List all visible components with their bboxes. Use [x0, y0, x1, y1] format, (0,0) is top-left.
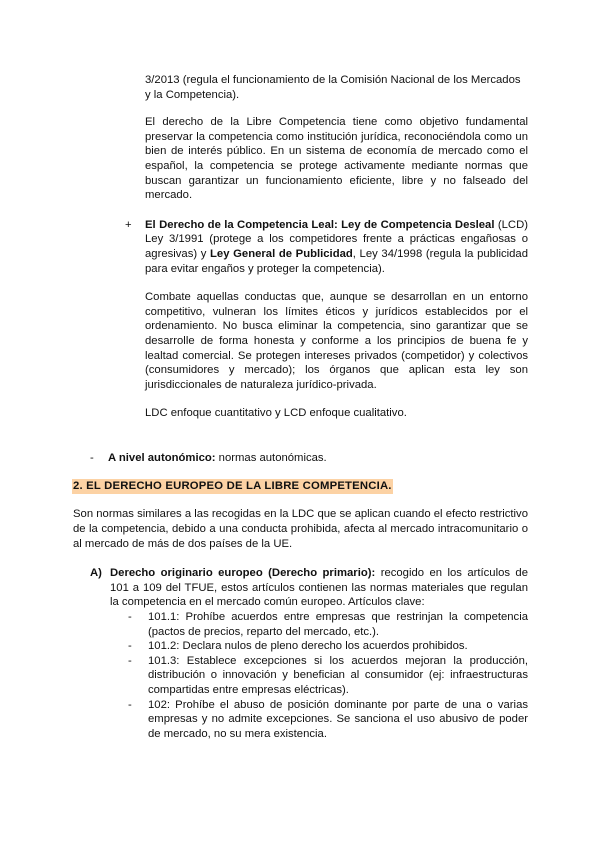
bold-text: A nivel autonómico: [108, 451, 216, 464]
paragraph-combate: Combate aquellas conductas que, aunque se desarrollan en un entorno competitivo, vulneran los límites éticos y jurídicos establecidos por el ordenamiento. No busca eliminar la competencia, sino garantizar que se desarrolle de forma honesta y conforme a los principios de buena fe y lealtad comercial. Se protegen intereses privados (competidor) y colectivos (consumidores y mercado); los órganos que aplican esta ley son jurisdiccionales de naturaleza jurídico-privada. [145, 291, 528, 391]
bullet-marker: + [125, 218, 132, 231]
paragraph-libre-competencia: El derecho de la Libre Competencia tiene como objetivo fundamental preservar la competencia como institución jurídica, reconociéndola como un bien de interés público. En un sistema de economía de mercado como el español, la competencia se protege activamente mediante normas que buscan garantizar un funcionamiento eficiente, libre y no falseado del mercado. [145, 116, 528, 202]
list-item-text: 101.1: Prohíbe acuerdos entre empresas que restrinjan la competencia (pactos de precios, reparto del mercado, etc.). [148, 611, 528, 638]
list-item [128, 639, 528, 654]
list-item-text: 101.3: Establece excepciones si los acuerdos mejoran la producción, distribución o innovación y benefician al consumidor (ej: infraestructuras compartidas entre empresas eléctricas). [148, 654, 528, 696]
bold-text: El Derecho de la Competencia Leal: Ley de Competencia Desleal [145, 218, 495, 231]
bold-text: Derecho originario europeo (Derecho primario): [110, 567, 376, 580]
bullet-lcd [125, 218, 529, 276]
dash-marker: - [128, 654, 132, 667]
bold-text: Ley General de Publicidad [210, 247, 353, 260]
list-item [128, 610, 528, 639]
text: , Ley 34/1998 (regula la publicidad para evitar engaños y proteger la competencia). [145, 247, 528, 275]
list-item-text: 102: Prohíbe el abuso de posición dominante por parte de una o varias empresas y no admite excepciones. Se sanciona el uso abusivo de poder de mercado, no su mera existencia. [148, 698, 528, 740]
text: normas autonómicas. [215, 451, 327, 464]
text: (LCD) Ley 3/1991 (protege a los competidores frente a prácticas engañosas o agresivas) y [145, 218, 529, 260]
list-item [128, 654, 528, 698]
paragraph-ldc-lcd: LDC enfoque cuantitativo y LCD enfoque cualitativo. [145, 407, 407, 420]
list-marker: A) [90, 567, 102, 580]
paragraph-cnmc: 3/2013 (regula el funcionamiento de la Comisión Nacional de los Mercados y la Competencia). [145, 74, 521, 101]
section-heading: 2. EL DERECHO EUROPEO DE LA LIBRE COMPETENCIA. [73, 480, 392, 493]
item-autonomico [90, 451, 528, 466]
section-heading-row [72, 479, 600, 494]
list-item [128, 698, 528, 742]
text: recogido en los artículos de 101 a 109 del TFUE, estos artículos contienen las normas materiales que regulan la competencia en el mercado común europeo. Artículos clave: [110, 567, 529, 609]
dash-marker: - [128, 640, 132, 653]
dash-marker: - [90, 451, 94, 464]
paragraph-normas: Son normas similares a las recogidas en la LDC que se aplican cuando el efecto restrictivo de la competencia, debido a una conducta prohibida, afecta al mercado intracomunitario o al mercado de más de dos países de la UE. [73, 508, 528, 550]
list-item-text: 101.2: Declara nulos de pleno derecho los acuerdos prohibidos. [148, 640, 468, 653]
dash-marker: - [128, 698, 132, 711]
section-a [90, 566, 529, 610]
dash-marker: - [128, 611, 132, 624]
